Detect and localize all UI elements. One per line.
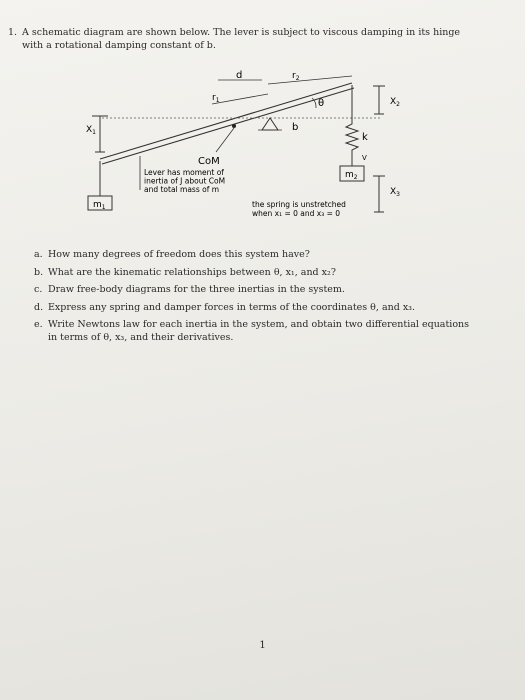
spring-k [346,118,358,166]
lever-note-line-1: Lever has moment of [144,168,224,177]
dimension-r1-arrow [212,94,268,104]
label-b: b [292,122,299,133]
question-list [34,248,504,349]
label-d: d [236,70,243,81]
page-number: 1 [259,640,266,651]
label-k: k [362,132,368,143]
spring-note [252,200,348,218]
label-x1: $X_1$ [86,125,96,136]
question-e: e. Write Newtons law for each inertia in the system, and obtain two differential equations in terms of θ, x₃, and their derivatives. [34,318,504,344]
question-a: a. How many degrees of freedom does this system have? [34,249,310,260]
intro-line-1: A schematic diagram are shown below. The lever is subject to viscous damping in its hinge [22,27,461,38]
label-r2: $r_2$ [292,71,300,82]
question-d: d. Express any spring and damper forces in terms of the coordinates θ, and x₃. [34,301,416,313]
lever-beam-top [100,83,352,159]
spring-note-line-2: when x₁ = 0 and x₃ = 0 [252,209,341,218]
schematic-diagram [0,60,525,230]
problem-intro [8,26,508,52]
problem-number: 1. [8,27,18,38]
label-com: CoM [198,156,220,167]
com-dot [232,124,236,128]
label-m1: $m_1$ [93,200,106,211]
dimension-r2-arrow [268,76,352,84]
question-b: b. What are the kinematic relationships between θ, x₁, and x₂? [34,266,336,278]
label-r1: $r_1$ [212,93,220,104]
label-x2: $X_2$ [390,97,400,108]
label-theta: θ [318,98,325,109]
spring-note-line-1: the spring is unstretched [252,200,346,209]
label-x3: $X_3$ [390,187,400,198]
question-e-continuation: in terms of θ, x₃, and their derivatives. [48,332,234,343]
label-m2: $m_2$ [345,170,358,181]
lever-note-line-2: inertia of J about CoM [144,176,226,186]
lever-note-line-3: and total mass of m [144,185,220,194]
question-c: c. Draw free-body diagrams for the three inertias in the system. [34,284,345,295]
com-arrow [216,128,234,152]
lever-beam-bottom [102,88,354,164]
lever-note [144,168,227,194]
intro-line-2: with a rotational damping constant of b. [22,40,216,51]
label-vel: V [362,154,367,162]
pivot-hinge [262,118,278,130]
